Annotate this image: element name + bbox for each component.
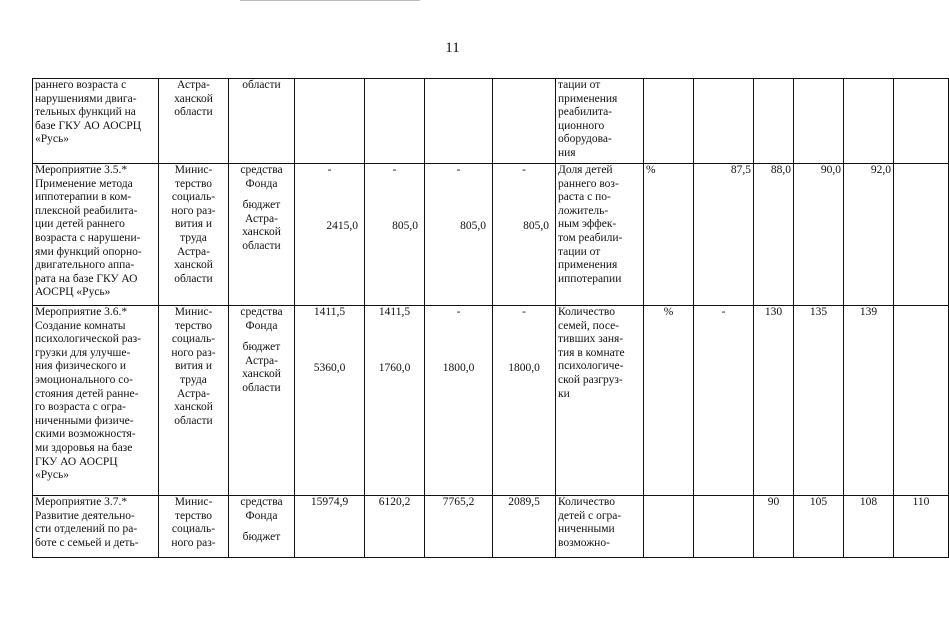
year3-cell: 2089,5 xyxy=(493,496,556,558)
value-cell xyxy=(894,164,949,306)
executor-cell: Минис- терство социаль- ного раз- вития и труда Астра- ханской области xyxy=(159,306,229,496)
value-cell xyxy=(754,79,794,164)
measure-cell: Мероприятие 3.7.* Развитие деятельно- сти отделений по ра- боте с семьей и деть- xyxy=(33,496,159,558)
source-cell: средства Фонда бюджет Астра- ханской области xyxy=(229,164,295,306)
year3-cell xyxy=(493,79,556,164)
executor-cell: Минис- терство социаль- ного раз- вития и труда Астра- ханской области xyxy=(159,164,229,306)
page-number: 11 xyxy=(445,40,460,56)
value-cell: 139 xyxy=(844,306,894,496)
year2-cell xyxy=(425,79,493,164)
indicator-cell: Количество семей, посе- тивших заня- тия в комнате психологиче- ской разгруз- ки xyxy=(556,306,644,496)
value-cell: - xyxy=(694,306,754,496)
total-cell xyxy=(295,79,365,164)
table-row xyxy=(33,496,949,558)
value-cell: 108 xyxy=(844,496,894,558)
value-cell xyxy=(894,306,949,496)
year3-cell: - 805,0 xyxy=(493,164,556,306)
indicator-cell: Количество детей с огра- ниченными возможно- xyxy=(556,496,644,558)
executor-cell: Астра- ханской области xyxy=(159,79,229,164)
unit-cell: % xyxy=(644,164,694,306)
measure-cell: раннего возраста с нарушениями двига- тельных функций на базе ГКУ АО АОСРЦ «Русь» xyxy=(33,79,159,164)
program-measures-table xyxy=(32,78,949,558)
total-cell: - 2415,0 xyxy=(295,164,365,306)
value-cell: 130 xyxy=(754,306,794,496)
value-cell: 88,0 xyxy=(754,164,794,306)
executor-cell: Минис- терство социаль- ного раз- xyxy=(159,496,229,558)
source-cell: средства Фонда бюджет xyxy=(229,496,295,558)
indicator-cell: тации от применения реабилита- ционного оборудова- ния xyxy=(556,79,644,164)
year1-cell: 1411,5 1760,0 xyxy=(365,306,425,496)
source-cell: средства Фонда бюджет Астра- ханской области xyxy=(229,306,295,496)
year2-cell: 7765,2 xyxy=(425,496,493,558)
value-cell xyxy=(894,79,949,164)
value-cell: 135 xyxy=(794,306,844,496)
value-cell: 87,5 xyxy=(694,164,754,306)
table-row xyxy=(33,79,949,164)
measure-cell: Мероприятие 3.5.* Применение метода иппотерапии в ком- плексной реабилита- ции детей раннего возраста с нарушени- ями функций опорно- двигательного аппа- рата на базе ГКУ АО АОСРЦ «Русь» xyxy=(33,164,159,306)
value-cell xyxy=(844,79,894,164)
year1-cell: - 805,0 xyxy=(365,164,425,306)
table-row xyxy=(33,306,949,496)
value-cell: 110 xyxy=(894,496,949,558)
unit-cell: % xyxy=(644,306,694,496)
total-cell: 1411,5 5360,0 xyxy=(295,306,365,496)
total-cell: 15974,9 xyxy=(295,496,365,558)
measure-cell: Мероприятие 3.6.* Создание комнаты психологической раз- грузки для улучше- ния физического и эмоционального со- стояния детей ранне- го возраста с огра- ниченными физиче- скими возможностя- ми здоровья на базе ГКУ АО АОСРЦ «Русь» xyxy=(33,306,159,496)
year2-cell: - 1800,0 xyxy=(425,306,493,496)
value-cell: 105 xyxy=(794,496,844,558)
value-cell xyxy=(794,79,844,164)
unit-cell xyxy=(644,496,694,558)
unit-cell xyxy=(644,79,694,164)
value-cell xyxy=(694,496,754,558)
year2-cell: - 805,0 xyxy=(425,164,493,306)
table-row xyxy=(33,164,949,306)
year3-cell: - 1800,0 xyxy=(493,306,556,496)
value-cell: 90,0 xyxy=(794,164,844,306)
value-cell: 92,0 xyxy=(844,164,894,306)
scan-top-line xyxy=(240,0,420,1)
year1-cell: 6120,2 xyxy=(365,496,425,558)
year1-cell xyxy=(365,79,425,164)
value-cell xyxy=(694,79,754,164)
indicator-cell: Доля детей раннего воз- раста с по- ложитель- ным эффек- том реабили- тации от применения иппотерапии xyxy=(556,164,644,306)
source-cell: области xyxy=(229,79,295,164)
value-cell: 90 xyxy=(754,496,794,558)
